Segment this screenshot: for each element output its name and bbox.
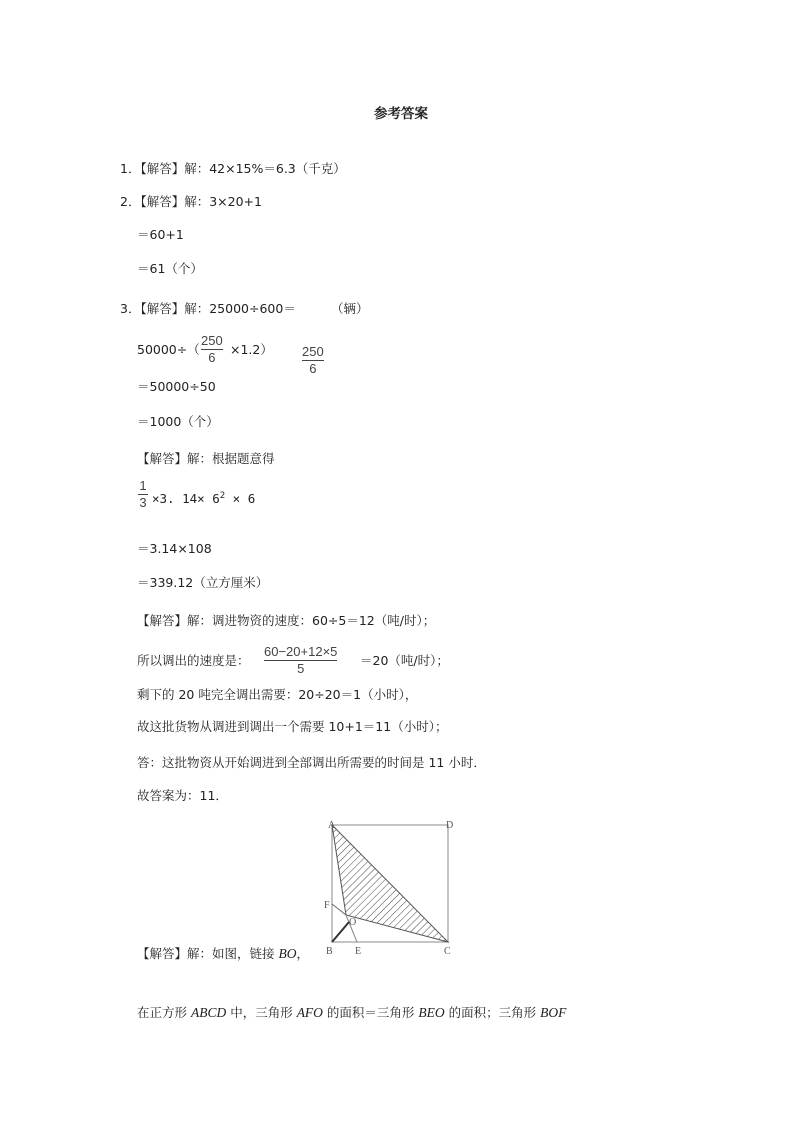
vertex-label-a: A (328, 820, 336, 831)
answer-1-head: 【解答】 (140, 161, 185, 176)
answer-5-line2-pre: 所以调出的速度是： (137, 653, 250, 668)
line-f-o (332, 904, 346, 915)
answer-3-line2-pre: 50000÷（ (137, 342, 200, 357)
answer-2 (120, 194, 262, 210)
fraction-numerator: 250 (201, 333, 223, 348)
text-run: 的面积；三角形 (444, 1005, 541, 1020)
answer-5-line2-post: ＝20（吨/时）； (360, 653, 449, 668)
answer-3-fraction-inline (201, 334, 223, 365)
fraction-denominator: 3 (139, 495, 147, 510)
answer-4-line2: ＝3.14×108 (137, 541, 212, 556)
fraction-denominator: 6 (208, 350, 216, 365)
answer-5-line5: 答：这批物资从开始调进到全部调出所需要的时间是 11 小时． (137, 755, 486, 770)
fraction-denominator: 6 (309, 361, 317, 376)
fraction-numerator: 60−20+12×5 (264, 644, 338, 659)
answer-1 (120, 161, 346, 177)
answer-4-line3: ＝339.12（立方厘米） (137, 575, 269, 590)
answer-1-number: 1． (120, 161, 141, 176)
answer-5-line3: 剩下的 20 吨完全调出需要：20÷20＝1（小时）， (137, 687, 418, 702)
answer-5-head: 【解答】解：调进物资的速度：60÷5＝12（吨/时）； (137, 613, 436, 628)
answer-4-expr (152, 488, 255, 507)
answer-4-expr-end: × 6 (225, 491, 256, 507)
answer-3-fraction-side (302, 345, 324, 376)
var-beo: BEO (418, 1005, 445, 1020)
var-abcd: ABCD (190, 1005, 227, 1020)
answer-2-number: 2． (120, 194, 141, 209)
fraction-numerator: 250 (302, 344, 324, 359)
vertex-label-e: E (355, 946, 362, 957)
vertex-label-d: D (446, 820, 454, 831)
text-run: 的面积＝三角形 (322, 1005, 419, 1020)
answer-6-head (137, 946, 309, 962)
answer-5-line6: 故答案为：11． (137, 788, 228, 803)
answer-3-line2-post: ×1.2） (230, 342, 273, 357)
vertex-label-c: C (444, 946, 451, 957)
fraction-denominator: 5 (297, 661, 305, 676)
var-afo: AFO (296, 1005, 323, 1020)
answer-5-fraction (264, 645, 337, 676)
answer-4-head: 【解答】解：根据题意得 (137, 451, 275, 466)
answer-1-text: 解：42×15%＝6.3（千克） (184, 161, 346, 176)
vertex-label-o: O (349, 917, 357, 928)
answer-2-line2: ＝60+1 (137, 227, 184, 242)
answer-3-unit: （辆） (331, 301, 369, 316)
answer-3-number: 3． (120, 301, 141, 316)
answer-4-fraction (138, 479, 148, 510)
answer-3-head: 【解答】 (140, 301, 185, 316)
vertex-label-b: B (326, 946, 333, 957)
answer-6-head-end: ， (296, 946, 309, 961)
answer-2-line1: 解：3×20+1 (184, 194, 262, 209)
text-run: 中，三角形 (226, 1005, 297, 1020)
answer-3-line3: ＝50000÷50 (137, 379, 216, 394)
answer-2-line3: ＝61（个） (137, 261, 203, 276)
answer-5-line4: 故这批货物从调进到调出一个需要 10+1＝11（小时）； (137, 719, 448, 734)
fraction-numerator: 1 (139, 478, 147, 493)
answer-6-head-text: 【解答】解：如图，链接 (137, 946, 279, 961)
square-geometry-figure (318, 812, 464, 962)
vertex-label-f: F (324, 900, 330, 911)
answer-3-line4: ＝1000（个） (137, 414, 219, 429)
answer-2-head: 【解答】 (140, 194, 185, 209)
var-bof: BOF (540, 1005, 567, 1020)
page-title: 参考答案 (374, 106, 428, 122)
text-run: 在正方形 (137, 1005, 191, 1020)
answer-3 (120, 301, 296, 317)
answer-6-line2 (137, 1005, 566, 1021)
answer-4-exponent: 2 (219, 491, 226, 501)
answer-6-var-bo: BO (278, 946, 297, 961)
answer-4-expr-main: ×3. 14× 6 (152, 491, 220, 507)
line-b-o (332, 922, 349, 942)
answer-3-line1: 解：25000÷600＝ (184, 301, 296, 316)
